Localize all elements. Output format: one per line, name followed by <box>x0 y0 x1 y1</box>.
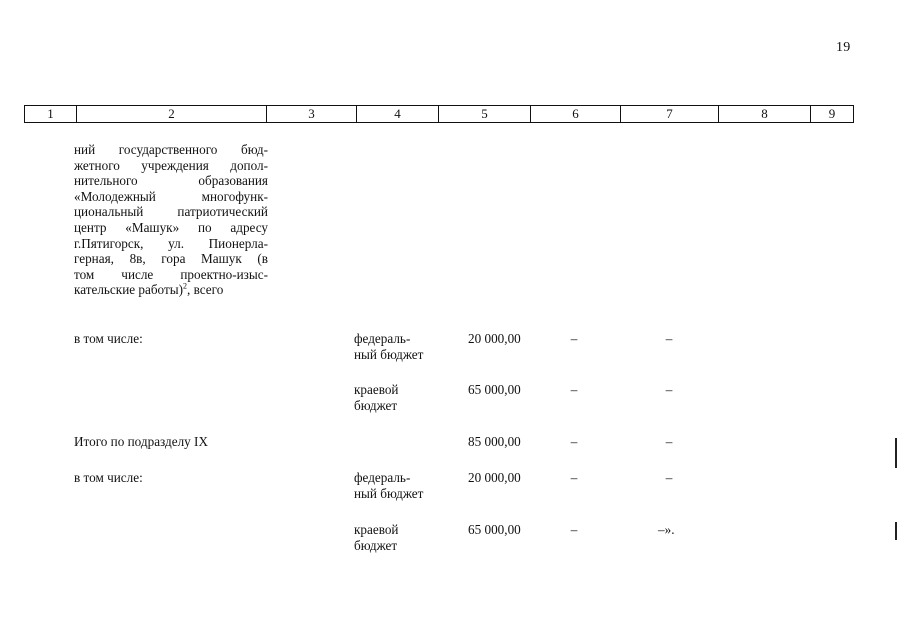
row-3-col7: – <box>665 434 673 449</box>
column-header-1: 1 <box>25 106 77 122</box>
row-4-amount: 20 000,00 <box>468 470 521 485</box>
column-header-5: 5 <box>439 106 531 122</box>
description-line: герная, 8в, гора Машук (в <box>74 251 268 267</box>
column-header-4: 4 <box>357 106 439 122</box>
subsection-total-label: Итого по подразделу IX <box>74 434 208 449</box>
description-line: центр «Машук» по адресу <box>74 219 268 235</box>
row-5-col6: – <box>570 522 578 537</box>
row-4-col7: – <box>665 470 673 485</box>
description-line: том числе проектно-изыс- <box>74 266 268 282</box>
column-header-6: 6 <box>531 106 621 122</box>
footnote-marker: 2 <box>183 281 187 291</box>
description-line: «Молодежный многофунк- <box>74 188 268 204</box>
scan-artifact <box>895 522 897 540</box>
row-2-source-line2: бюджет <box>354 398 398 413</box>
row-1-col6: – <box>570 331 578 346</box>
column-header-row <box>24 105 854 123</box>
row-1-col7: – <box>665 331 673 346</box>
row-2-amount: 65 000,00 <box>468 382 521 397</box>
row-2-col7: – <box>665 382 673 397</box>
scan-artifact <box>895 438 897 468</box>
description-line: жетного учреждения допол- <box>74 157 268 173</box>
description-last-text: кательские работы) <box>74 282 183 298</box>
row-4-col6: – <box>570 470 578 485</box>
row-2-source <box>354 382 444 414</box>
row-2-col6: – <box>570 382 578 397</box>
row-5-source <box>354 522 444 554</box>
row-5-amount: 65 000,00 <box>468 522 521 537</box>
column-header-3: 3 <box>267 106 357 122</box>
row-4-source-line2: ный бюджет <box>354 486 424 501</box>
row-1-amount: 20 000,00 <box>468 331 521 346</box>
column-header-8: 8 <box>719 106 811 122</box>
description-line: ний государственного бюд- <box>74 142 268 157</box>
row-1-source <box>354 331 444 363</box>
row-5-col7: –». <box>658 522 675 537</box>
row-4-source-line1: федераль- <box>354 470 411 485</box>
row-3-col6: – <box>570 434 578 449</box>
row-1-source-line2: ный бюджет <box>354 347 424 362</box>
row-5-source-line2: бюджет <box>354 538 398 553</box>
column-header-7: 7 <box>621 106 719 122</box>
column-header-9: 9 <box>828 106 836 121</box>
page-number: 19 <box>836 40 851 55</box>
subsection-total-amount: 85 000,00 <box>468 434 521 449</box>
description-line: г.Пятигорск, ул. Пионерла- <box>74 235 268 251</box>
item-description <box>74 142 268 298</box>
row-4-label: в том числе: <box>74 470 143 485</box>
row-2-source-line1: краевой <box>354 382 399 397</box>
row-1-source-line1: федераль- <box>354 331 411 346</box>
row-4-source <box>354 470 444 502</box>
description-line: нительного образования <box>74 173 268 189</box>
description-last-line <box>74 282 268 298</box>
column-header-2: 2 <box>77 106 267 122</box>
row-1-label: в том числе: <box>74 331 143 346</box>
row-5-source-line1: краевой <box>354 522 399 537</box>
description-line: циональный патриотический <box>74 204 268 220</box>
description-total-suffix: , всего <box>187 282 224 298</box>
